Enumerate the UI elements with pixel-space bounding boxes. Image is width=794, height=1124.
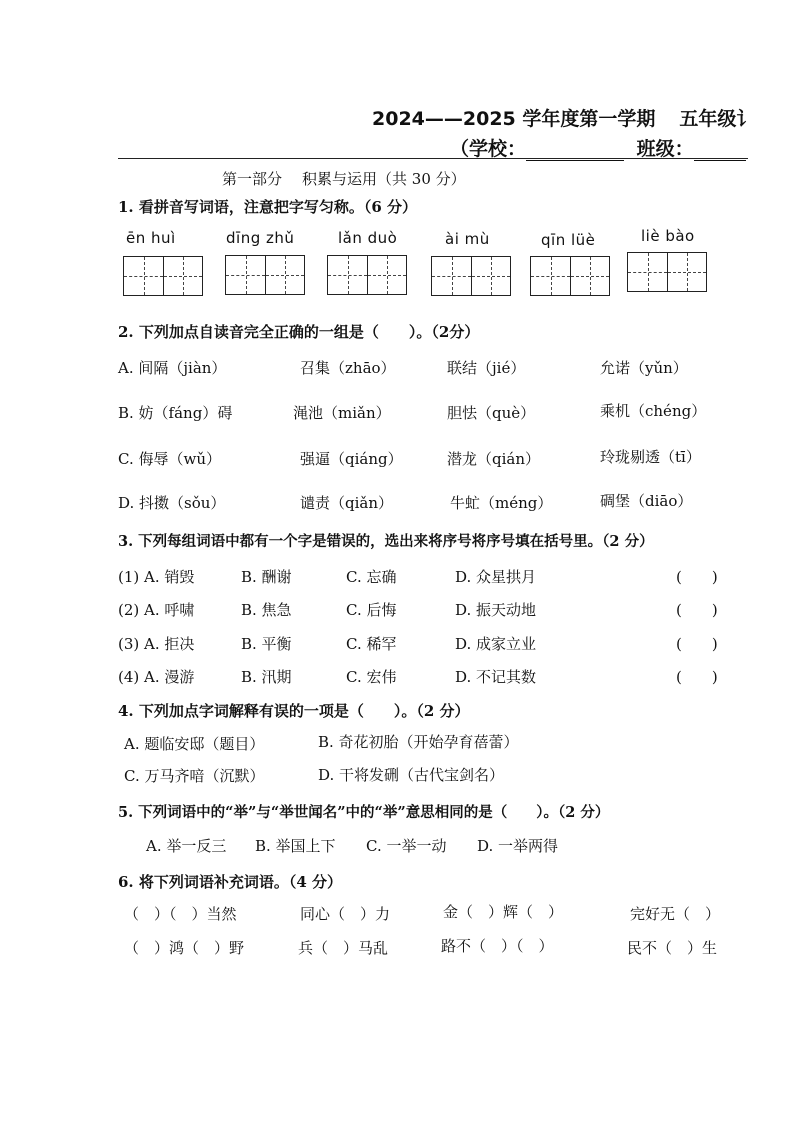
q6-item-5[interactable]: （ ）鸿（ ）野: [124, 939, 245, 957]
q2-row-a-1: A. 间隔（jiàn）: [118, 359, 227, 377]
q4-option-d: D. 干将发硎（古代宝剑名）: [318, 766, 505, 784]
q3-row3-a: (3) A. 拒决: [118, 635, 195, 653]
part-number: 第一部分: [222, 170, 283, 188]
q2-row-b-3: 胆怯（què）: [447, 404, 536, 422]
q1-title: 1. 看拼音写词语，注意把字写匀称。（6 分）: [118, 198, 418, 216]
q3-answer-4[interactable]: ( ): [676, 668, 718, 686]
school-label: （学校：: [450, 138, 527, 160]
q3-row4-c: C. 宏伟: [346, 668, 397, 686]
q5-option-c: C. 一举一动: [366, 837, 447, 855]
part-name: 积累与运用（共 30 分）: [302, 170, 466, 188]
q6-item-8[interactable]: 民不（ ）生: [627, 939, 718, 957]
q3-row2-d: D. 振天动地: [455, 601, 537, 619]
q1-pinyin-2: dīng zhǔ: [226, 229, 295, 247]
q3-answer-2[interactable]: ( ): [676, 601, 718, 619]
q6-item-6[interactable]: 兵（ ）马乱: [298, 939, 389, 957]
q6-title: 6. 将下列词语补充词语。（4 分）: [118, 873, 343, 891]
q3-row3-c: C. 稀罕: [346, 635, 397, 653]
q4-option-b: B. 奇花初胎（开始孕育蓓蕾）: [318, 733, 519, 751]
q2-row-a-4: 允诺（yǔn）: [600, 359, 688, 377]
part-title: [222, 168, 486, 189]
q1-writing-grid-3[interactable]: [327, 255, 407, 295]
q3-row4-a: (4) A. 漫游: [118, 668, 195, 686]
q3-row1-b: B. 酬谢: [241, 568, 292, 586]
q2-row-d-3: 牛虻（méng）: [450, 494, 553, 512]
q5-option-b: B. 举国上下: [255, 837, 336, 855]
q2-row-a-2: 召集（zhāo）: [300, 359, 396, 377]
q1-writing-grid-4[interactable]: [431, 256, 511, 296]
grade-label: 五年级讠: [679, 108, 756, 130]
q1-pinyin-4: ài mù: [445, 230, 490, 248]
q6-item-4[interactable]: 完好无（ ）: [630, 905, 721, 923]
q3-row4-d: D. 不记其数: [455, 668, 537, 686]
q1-writing-grid-2[interactable]: [225, 255, 305, 295]
q2-row-b-4: 乘机（chéng）: [600, 402, 707, 420]
q3-answer-1[interactable]: ( ): [676, 568, 718, 586]
header-divider: [118, 158, 748, 159]
q6-item-2[interactable]: 同心（ ）力: [300, 905, 391, 923]
q1-pinyin-3: lǎn duò: [338, 229, 398, 247]
q2-row-b-2: 渑池（miǎn）: [293, 404, 391, 422]
q1-pinyin-1: ēn huì: [126, 229, 176, 247]
q2-row-c-2: 强逼（qiáng）: [300, 450, 403, 468]
q3-row4-b: B. 汛期: [241, 668, 292, 686]
q2-row-c-4: 玲珑剔透（tī）: [600, 448, 701, 466]
q2-title: 2. 下列加点自读音完全正确的一组是（ ）。（2分）: [118, 323, 480, 341]
q2-row-c-1: C. 侮辱（wǔ）: [118, 450, 221, 468]
q6-item-7[interactable]: 路不（ ）（ ）: [441, 937, 554, 955]
q1-writing-grid-6[interactable]: [627, 252, 707, 292]
q2-row-d-2: 谴责（qiǎn）: [300, 494, 394, 512]
q6-item-1[interactable]: （ ）（ ）当然: [124, 905, 237, 923]
q3-row3-d: D. 成家立业: [455, 635, 537, 653]
q1-pinyin-6: liè bào: [641, 227, 695, 245]
q2-row-b-1: B. 妨（fáng）碍: [118, 404, 233, 422]
exam-header-line1: [372, 104, 755, 131]
q3-answer-3[interactable]: ( ): [676, 635, 718, 653]
year-term: 2024——2025 学年度第一学期: [372, 108, 656, 130]
q1-writing-grid-1[interactable]: [123, 256, 203, 296]
class-label: 班级：: [636, 138, 694, 160]
q5-option-d: D. 一举两得: [477, 837, 559, 855]
q5-option-a: A. 举一反三: [146, 837, 227, 855]
q3-title: 3. 下列每组词语中都有一个字是错误的，选出来将序号将序号填在括号里。（2 分）: [118, 533, 654, 550]
q2-row-a-3: 联结（jié）: [447, 359, 526, 377]
q6-item-3[interactable]: 金（ ）辉（ ）: [443, 903, 564, 921]
q3-row2-a: (2) A. 呼啸: [118, 601, 195, 619]
q3-row3-b: B. 平衡: [241, 635, 292, 653]
q2-row-c-3: 潜龙（qián）: [447, 450, 541, 468]
q4-title: 4. 下列加点字词解释有误的一项是（ ）。（2 分）: [118, 702, 470, 720]
q3-row2-c: C. 后悔: [346, 601, 397, 619]
q4-option-a: A. 题临安邸（题目）: [124, 735, 265, 753]
exam-header-line2: [450, 134, 746, 161]
q4-option-c: C. 万马齐喑（沉默）: [124, 767, 265, 785]
q5-title: 5. 下列词语中的“举”与“举世闻名”中的“举”意思相同的是（ ）。（2 分）: [118, 804, 610, 821]
q3-row1-c: C. 忘确: [346, 568, 397, 586]
q3-row2-b: B. 焦急: [241, 601, 292, 619]
q1-writing-grid-5[interactable]: [530, 256, 610, 296]
q3-row1-a: (1) A. 销毁: [118, 568, 195, 586]
q3-row1-d: D. 众星拱月: [455, 568, 537, 586]
q2-row-d-4: 碉堡（diāo）: [600, 492, 693, 510]
q1-pinyin-5: qīn lüè: [541, 231, 596, 249]
q2-row-d-1: D. 抖擞（sǒu）: [118, 494, 226, 512]
